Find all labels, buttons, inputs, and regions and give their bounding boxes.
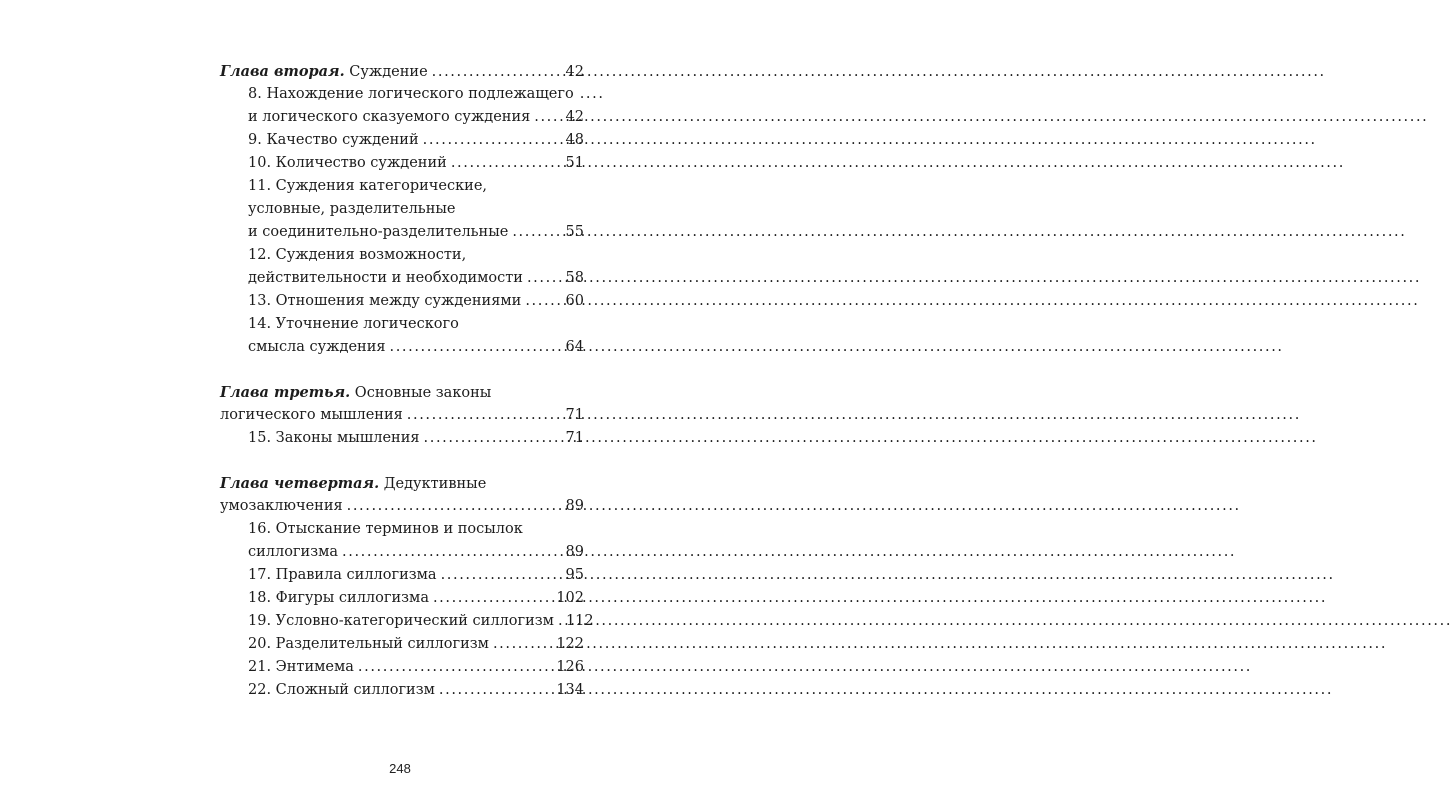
- toc-line: [220, 198, 584, 221]
- toc-subsection: [220, 175, 584, 244]
- toc-page-number: 58: [565, 270, 584, 286]
- toc-line: [220, 290, 584, 313]
- toc-line-text: действительности и необходимости: [248, 270, 523, 286]
- dot-leader: [534, 106, 563, 129]
- toc-line-text: 11. Суждения категорические,: [248, 178, 488, 194]
- toc-page-number: 64: [565, 339, 584, 355]
- toc-line-text: 15. Законы мышления: [248, 430, 420, 446]
- toc-page-number: 89: [565, 544, 584, 560]
- toc-subsection: [220, 656, 584, 679]
- dot-leader: [493, 633, 554, 656]
- toc-page-number: 60: [565, 293, 584, 309]
- dot-leader: [347, 495, 564, 518]
- dot-leader: [342, 541, 564, 564]
- toc-line: [220, 633, 584, 656]
- toc-subsection: [220, 83, 605, 129]
- dot-leader: [433, 587, 554, 610]
- section-gap: [220, 359, 584, 381]
- toc-chapter: [220, 60, 584, 83]
- dot-leader: [432, 61, 564, 84]
- toc-subsection: [220, 518, 584, 564]
- toc-subsection: [220, 610, 594, 633]
- toc-line-text: Суждение: [344, 64, 428, 80]
- toc-line: [220, 313, 584, 336]
- toc-line: [220, 679, 584, 702]
- toc-line: [220, 518, 584, 541]
- toc-line-text: 19. Условно-категорический силлогизм: [248, 613, 554, 629]
- toc-line-text: условные, разделительные: [248, 201, 456, 217]
- dot-leader: [358, 656, 554, 679]
- toc-line: [220, 175, 584, 198]
- toc-line-text: и соединительно-разделительные: [248, 224, 509, 240]
- toc-line: [220, 106, 584, 129]
- toc-line-text: и логического сказуемого суждения: [248, 109, 531, 125]
- toc-line-text: 20. Разделительный силлогизм: [248, 636, 489, 652]
- toc-line-text: логического мышления: [220, 407, 403, 423]
- toc-line: [220, 404, 584, 427]
- toc-line-text: силлогизма: [248, 544, 339, 560]
- toc-subsection: [220, 152, 584, 175]
- toc-subsection: [220, 313, 584, 359]
- toc-line: [220, 381, 584, 404]
- toc-line: [220, 587, 584, 610]
- toc-line-text: 16. Отыскание терминов и посылок: [248, 521, 523, 537]
- toc-line-text: 22. Сложный силлогизм: [248, 682, 435, 698]
- page-number: 248: [389, 761, 411, 776]
- toc-line-text: 18. Фигуры силлогизма: [248, 590, 429, 606]
- toc-subsection: [220, 427, 584, 450]
- dot-leader: [558, 610, 564, 633]
- toc-chapter: [220, 472, 584, 518]
- toc-chapter: [220, 381, 584, 427]
- toc-page-number: 51: [565, 155, 584, 171]
- section-gap: [220, 450, 584, 472]
- toc-page-number: 112: [565, 613, 594, 629]
- toc-page-number: 102: [556, 590, 584, 606]
- toc-line: [220, 267, 584, 290]
- table-of-contents: [220, 60, 605, 702]
- dot-leader: [527, 267, 564, 290]
- toc-line-text: 9. Качество суждений: [248, 132, 419, 148]
- chapter-label: Глава четвертая.: [220, 475, 380, 492]
- toc-subsection: [220, 129, 584, 152]
- toc-line: [220, 656, 584, 679]
- toc-line: [220, 244, 584, 267]
- toc-page-number: 55: [565, 224, 584, 240]
- toc-line-text: смысла суждения: [248, 339, 386, 355]
- dot-leader: [441, 564, 564, 587]
- dot-leader: [525, 290, 563, 313]
- chapter-label: Глава третья.: [220, 384, 351, 401]
- toc-subsection: [220, 290, 584, 313]
- toc-line-text: 8. Нахождение логического подлежащего: [248, 86, 574, 102]
- toc-line-text: 21. Энтимема: [248, 659, 354, 675]
- toc-line: [220, 427, 584, 450]
- dot-leader: [424, 427, 564, 450]
- toc-subsection: [220, 564, 584, 587]
- dot-leader: [439, 679, 554, 702]
- toc-page-number: 134: [556, 682, 584, 698]
- toc-line-text: умозаключения: [220, 498, 343, 514]
- toc-line-text: Дедуктивные: [379, 476, 487, 492]
- toc-page-number: 95: [565, 567, 584, 583]
- toc-page-number: 89: [565, 498, 584, 514]
- dot-leader: [451, 152, 564, 175]
- toc-line: [220, 541, 584, 564]
- toc-page-number: 42: [565, 109, 584, 125]
- toc-line-text: 10. Количество суждений: [248, 155, 447, 171]
- toc-line-text: 12. Суждения возможности,: [248, 247, 467, 263]
- toc-line: [220, 495, 584, 518]
- toc-line: [220, 129, 584, 152]
- toc-line: [220, 60, 584, 83]
- toc-line-trail: ....: [579, 86, 605, 102]
- toc-page-number: 122: [556, 636, 584, 652]
- toc-line-text: 14. Уточнение логического: [248, 316, 459, 332]
- toc-subsection: [220, 633, 584, 656]
- toc-page-number: 71: [565, 407, 584, 423]
- toc-line: [220, 221, 584, 244]
- toc-page-number: 71: [565, 430, 584, 446]
- chapter-label: Глава вторая.: [220, 63, 345, 80]
- toc-subsection: [220, 244, 584, 290]
- toc-subsection: [220, 587, 584, 610]
- toc-page-number: 126: [556, 659, 584, 675]
- toc-line: [220, 472, 584, 495]
- dot-leader: [512, 221, 563, 244]
- toc-line-text: 17. Правила силлогизма: [248, 567, 437, 583]
- toc-line: [220, 564, 584, 587]
- toc-page-number: 48: [565, 132, 584, 148]
- dot-leader: [390, 336, 564, 359]
- dot-leader: [423, 129, 564, 152]
- toc-line-text: Основные законы: [350, 385, 492, 401]
- dot-leader: [407, 404, 564, 427]
- toc-line: [220, 610, 594, 633]
- toc-line-text: 13. Отношения между суждениями: [248, 293, 522, 309]
- toc-line: [220, 83, 605, 106]
- toc-subsection: [220, 679, 584, 702]
- toc-line: [220, 336, 584, 359]
- toc-page-number: 42: [565, 64, 584, 80]
- toc-line: [220, 152, 584, 175]
